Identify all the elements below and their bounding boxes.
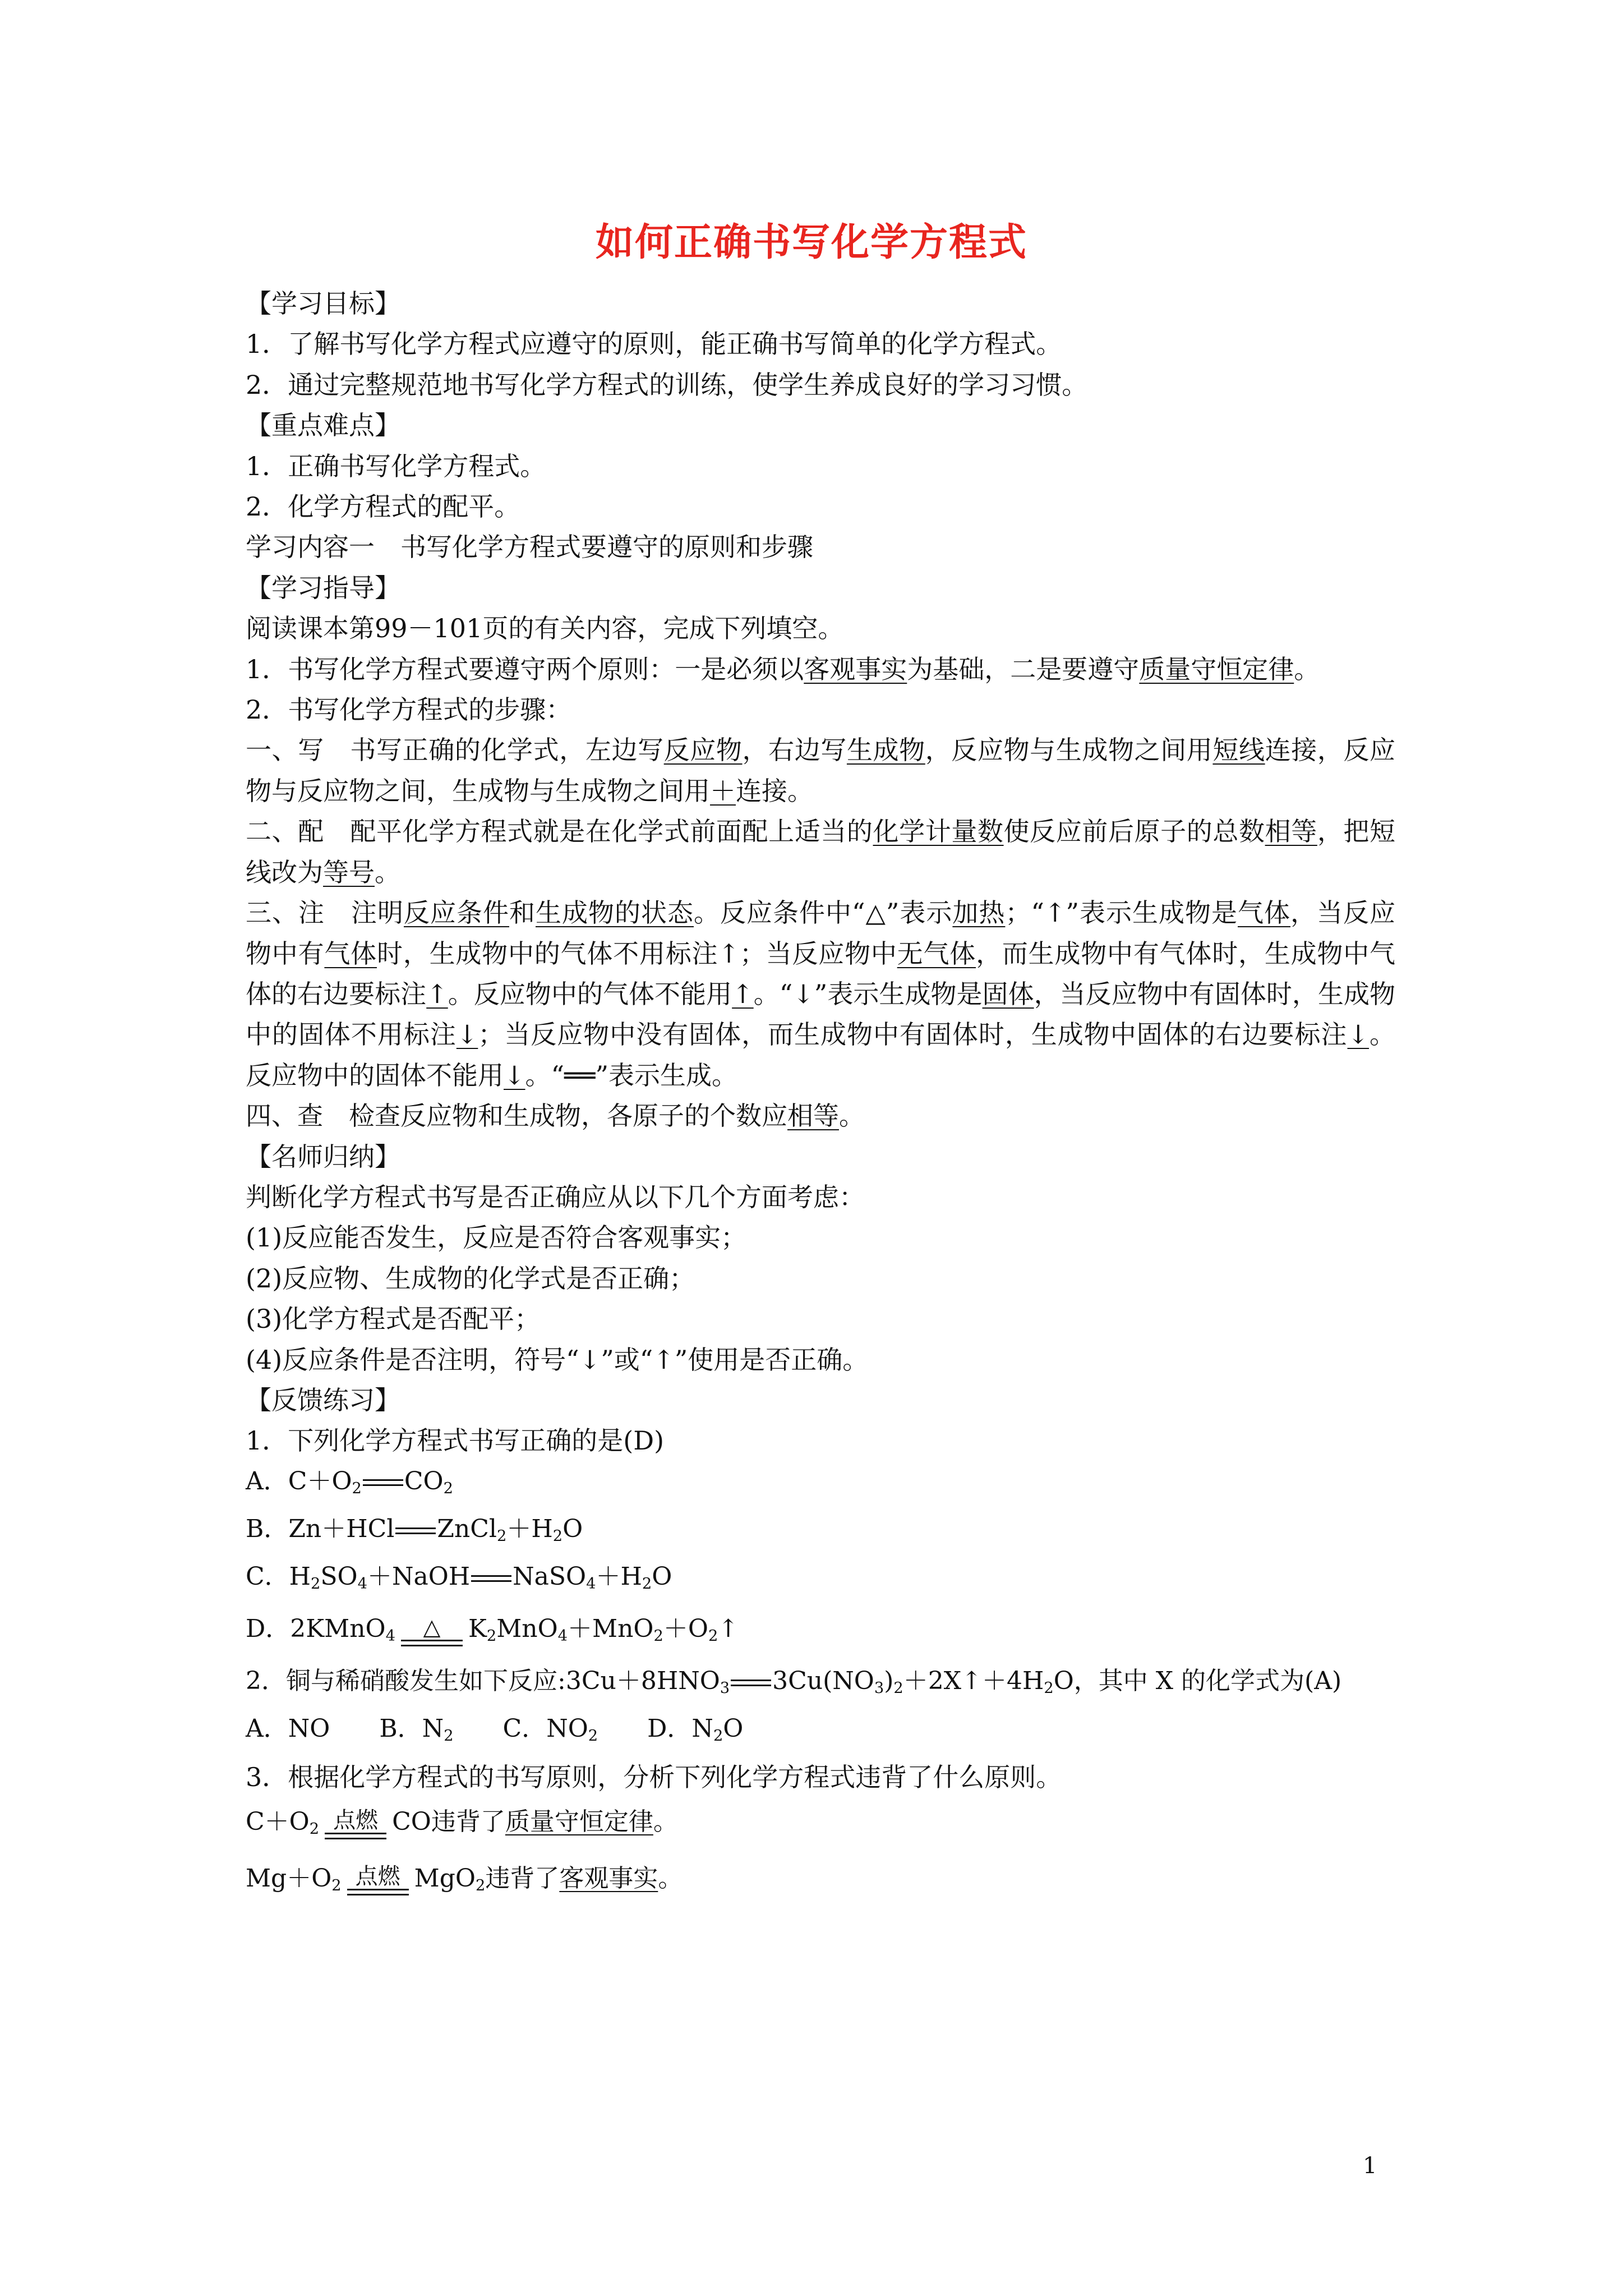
page-number: 1 bbox=[1363, 2153, 1377, 2179]
blank-answer: 客观事实 bbox=[559, 1864, 658, 1893]
question-3-item-1: $C+O_2$ 点燃 CO违背了质量守恒定律。 bbox=[246, 1797, 1395, 1854]
summary-item: (4)反应条件是否注明，符号“↓”或“↑”使用是否正确。 bbox=[246, 1344, 869, 1375]
blank-answer: ↑ bbox=[732, 978, 754, 1009]
steps-heading: 2．书写化学方程式的步骤： bbox=[246, 694, 572, 725]
equals-sign bbox=[395, 1527, 436, 1534]
blank-answer: 加热 bbox=[952, 898, 1006, 928]
blank-answer: 等号 bbox=[323, 857, 375, 887]
summary-item: (2)反应物、生成物的化学式是否正确； bbox=[246, 1263, 695, 1294]
question-2-options: A．NO B．$N_2$ C．$NO_2$ D．$N_2O$ bbox=[246, 1714, 744, 1745]
question-1: 1．下列化学方程式书写正确的是(D) bbox=[246, 1425, 665, 1456]
ignite-condition-arrow: 点燃 bbox=[347, 1864, 409, 1895]
blank-answer: 气体 bbox=[1238, 898, 1290, 928]
blank-answer: 固体 bbox=[982, 978, 1034, 1009]
section-header: 【学习指导】 bbox=[246, 572, 400, 603]
content-heading: 学习内容一 书写化学方程式要遵守的原则和步骤 bbox=[246, 532, 813, 563]
blank-answer: 气体 bbox=[324, 938, 377, 969]
blank-answer: 相等 bbox=[1265, 816, 1317, 847]
summary-item: (3)化学方程式是否配平； bbox=[246, 1304, 541, 1335]
page-title: 如何正确书写化学方程式 bbox=[595, 220, 1027, 265]
guide-intro: 阅读课本第99－101页的有关内容，完成下列填空。 bbox=[246, 613, 844, 644]
blank-answer: ＋ bbox=[710, 775, 736, 806]
equals-sign bbox=[731, 1680, 771, 1686]
step-balance: 二、配 配平化学方程式就是在化学式前面配上适当的化学计量数使反应前后原子的总数相等，把短线改为等号。 bbox=[246, 816, 1396, 887]
blank-answer: 质量守恒定律 bbox=[505, 1807, 653, 1837]
equals-sign bbox=[471, 1575, 511, 1582]
ignite-condition-arrow: 点燃 bbox=[325, 1808, 386, 1839]
blank-answer: 短线 bbox=[1212, 735, 1265, 766]
option-d: D．2KMnO$_4$ △ $K_2MnO_4+MnO_2+O_2↑$ bbox=[246, 1604, 1395, 1661]
blank-answer: ↑ bbox=[426, 978, 448, 1009]
blank-answer: 质量守恒定律 bbox=[1139, 654, 1294, 684]
question-2: 2．铜与稀硝酸发生如下反应$:3Cu+8HNO_3$ $3Cu(NO_3)_2+2X↑+4H_2O$，其中 X 的化学式为(A) bbox=[246, 1667, 1342, 1697]
option-c: C．$H_2SO_4+NaOH$ $NaSO_4+H_2O$ bbox=[246, 1562, 672, 1593]
equals-sign bbox=[363, 1479, 403, 1486]
blank-answer: 反应条件 bbox=[404, 898, 509, 928]
question-3: 3．根据化学方程式的书写原则，分析下列化学方程式违背了什么原则。 bbox=[246, 1761, 1062, 1792]
blank-answer: 无气体 bbox=[897, 938, 976, 969]
blank-answer: ↓ bbox=[456, 1019, 478, 1050]
section-header: 【重点难点】 bbox=[246, 410, 400, 441]
section-header: 【反馈练习】 bbox=[246, 1384, 400, 1415]
blank-answer: 生成物的状态 bbox=[536, 898, 694, 928]
blank-answer: ↓ bbox=[504, 1060, 525, 1091]
blank-answer: ↓ bbox=[1347, 1019, 1370, 1050]
step-write: 一、写 书写正确的化学式，左边写反应物，右边写生成物，反应物与生成物之间用短线连接，反应物与反应物之间，生成物与生成物之间用＋连接。 bbox=[246, 735, 1396, 806]
step-annotate: 三、注 注明反应条件和生成物的状态。反应条件中“△”表示加热；“↑”表示生成物是气体，当反应物中有气体时，生成物中的气体不用标注↑；当反应物中无气体，而生成物中有气体时，生成物中气体的右边要标注↑。反应物中的气体不能用↑。“↓”表示生成物是固体，当反应物中有固体时，生成物中的固体不用标注↓；当反应物中没有固体，而生成物中有固体时，生成物中固体的右边要标注↓。反应物中的固体不能用↓。“══”表示生成。 bbox=[246, 898, 1396, 1091]
principle-paragraph: 1．书写化学方程式要遵守两个原则：一是必须以客观事实为基础，二是要遵守质量守恒定律。 bbox=[246, 654, 1320, 684]
step-check: 四、查 检查反应物和生成物，各原子的个数应相等。 bbox=[246, 1101, 865, 1131]
heat-condition-arrow: △ bbox=[401, 1615, 463, 1646]
option-b: B．Zn＋HCl $ZnCl_2+H_2O$ bbox=[246, 1515, 583, 1545]
summary-item: (1)反应能否发生，反应是否符合客观事实； bbox=[246, 1222, 747, 1253]
section-header: 【名师归纳】 bbox=[246, 1141, 400, 1172]
document-body bbox=[246, 283, 1395, 1911]
goal-item: 1．了解书写化学方程式应遵守的原则，能正确书写简单的化学方程式。 bbox=[246, 329, 1062, 360]
blank-answer: 相等 bbox=[787, 1101, 839, 1131]
blank-answer: 反应物 bbox=[663, 735, 743, 766]
key-item: 2．化学方程式的配平。 bbox=[246, 491, 520, 522]
key-item: 1．正确书写化学方程式。 bbox=[246, 450, 546, 481]
blank-answer: 客观事实 bbox=[804, 654, 907, 684]
question-3-item-2: $Mg+O_2$ 点燃 MgO$_2$违背了客观事实。 bbox=[246, 1854, 1395, 1911]
section-header: 【学习目标】 bbox=[246, 288, 400, 319]
goal-item: 2．通过完整规范地书写化学方程式的训练，使学生养成良好的学习习惯。 bbox=[246, 369, 1088, 400]
blank-answer: 化学计量数 bbox=[873, 816, 1004, 847]
summary-intro: 判断化学方程式书写是否正确应从以下几个方面考虑： bbox=[246, 1181, 865, 1212]
blank-answer: 生成物 bbox=[846, 735, 925, 766]
option-a: A．$C+O_2$ $CO_2$ bbox=[246, 1466, 453, 1497]
